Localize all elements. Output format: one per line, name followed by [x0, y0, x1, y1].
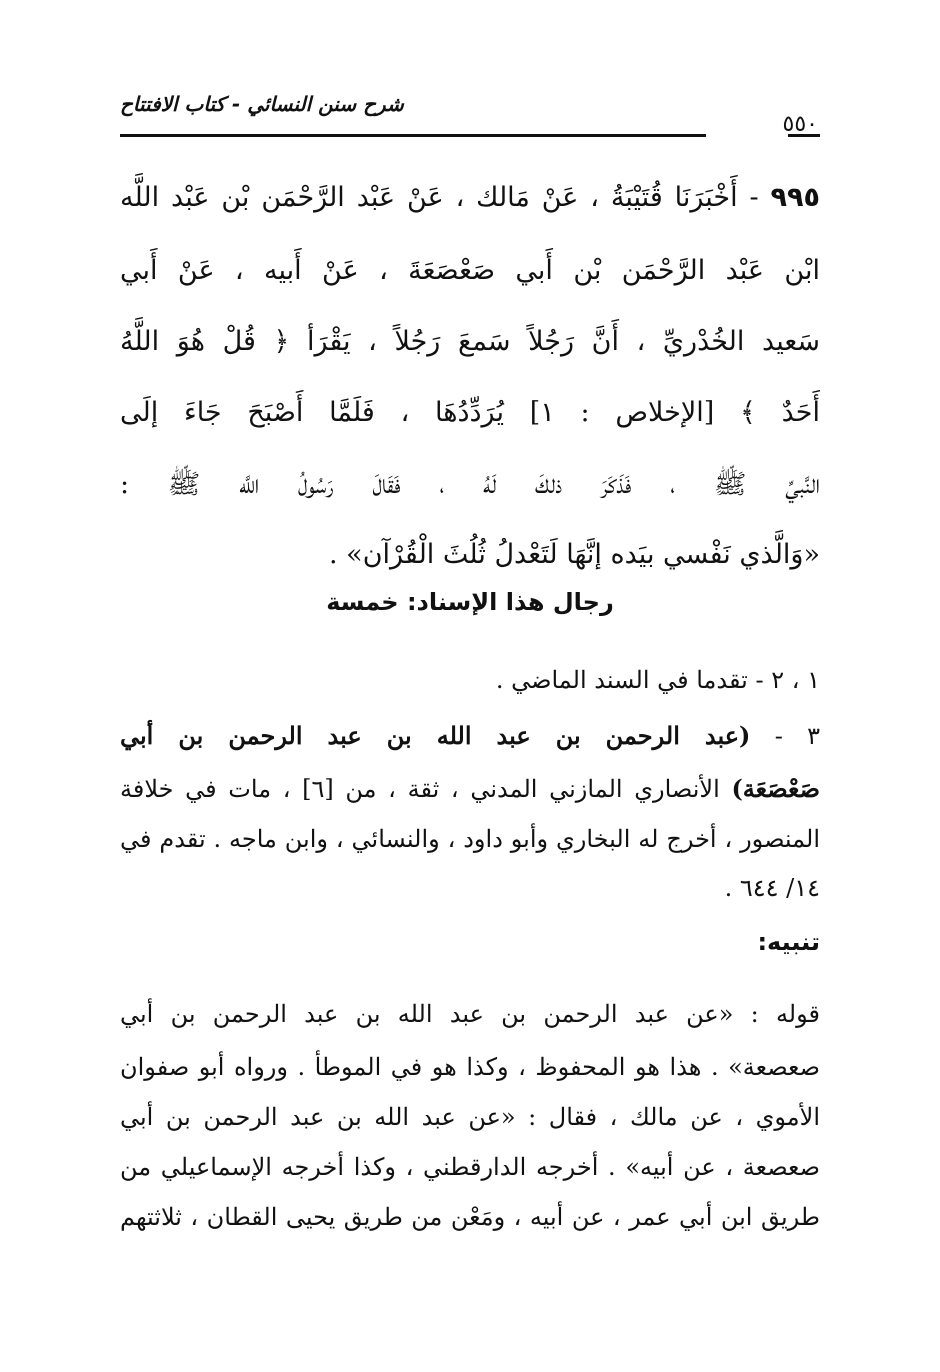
note-line-4: صعصعة ، عن أبيه» . أخرجه الدارقطني ، وكذا أخرجه الإسماعيلي من: [120, 1153, 820, 1181]
narrator-3-line-4: ١٤/ ٦٤٤ .: [724, 874, 820, 902]
header-rule: [120, 134, 706, 137]
note-line-5: طريق ابن أبي عمر ، عن أبيه ، ومَعْن من طريق يحيى القطان ، ثلاثتهم: [120, 1203, 820, 1231]
narrator-3-line-1: [120, 712, 820, 760]
narrators-heading: رجال هذا الإسناد: خمسة: [326, 588, 614, 616]
note-heading: تنبيه:: [757, 928, 820, 956]
hadith-line-2: ابْن عَبْد الرَّحْمَن بْن أَبي صَعْصَعَةَ ، عَنْ أَبيه ، عَنْ أَبي: [120, 255, 820, 286]
narrator-3-name: (عبد الرحمن بن عبد الله بن عبد الرحمن بن أبي: [120, 721, 751, 750]
narrator-3-line-2: [120, 765, 820, 813]
running-title: شرح سنن النسائي - كتاب الافتتاح: [120, 92, 404, 116]
hadith-line-5: النَّبيِّ ﷺ ، فَذَكَرَ ذلكَ لَهُ ، فَقَالَ رَسُولُ اللَّه ﷺ :: [120, 469, 820, 500]
narrator-3-line-3: المنصور ، أخرج له البخاري وأبو داود ، والنسائي ، وابن ماجه . تقدم في: [120, 825, 820, 853]
note-line-1: قوله : «عن عبد الرحمن بن عبد الله بن عبد الرحمن بن أبي: [120, 1000, 820, 1028]
page-number: ٥٥٠: [782, 112, 818, 137]
hadith-number: ٩٩٥: [770, 182, 820, 213]
header-rule-short: [788, 134, 820, 137]
hadith-line-4: أَحَدٌ ﴾ [الإخلاص : ١] يُرَدِّدُهَا ، فَلَمَّا أَصْبَحَ جَاءَ إلَى: [120, 397, 820, 428]
hadith-line-1: [120, 170, 820, 226]
hadith-line-3: سَعيد الخُدْريِّ ، أَنَّ رَجُلاً سَمعَ رَجُلاً ، يَقْرَأ ﴿ قُلْ هُوَ اللَّهُ: [120, 326, 820, 357]
narrator-3-details: الأنصاري المازني المدني ، ثقة ، من [٦] ، مات في خلافة: [120, 775, 720, 803]
note-line-3: الأموي ، عن مالك ، فقال : «عن عبد الله بن عبد الرحمن بن أبي: [120, 1103, 820, 1131]
note-line-2: صعصعة» . هذا هو المحفوظ ، وكذا هو في الموطأ . ورواه أبو صفوان: [120, 1053, 820, 1081]
narrator-3-name-cont: صَعْصَعَة): [731, 774, 820, 803]
narrators-item-1-2: ١ ، ٢ - تقدما في السند الماضي .: [495, 666, 820, 694]
narrator-3-number: ٣ -: [774, 722, 820, 750]
hadith-line-1-text: - أَخْبَرَنَا قُتَيْبَةُ ، عَنْ مَالك ، عَنْ عَبْد الرَّحْمَن بْن عَبْد اللَّه: [120, 182, 759, 213]
hadith-line-6: «وَالَّذي نَفْسي بيَده إنَّهَا لَتَعْدلُ ثُلُثَ الْقُرْآن» .: [329, 539, 820, 570]
